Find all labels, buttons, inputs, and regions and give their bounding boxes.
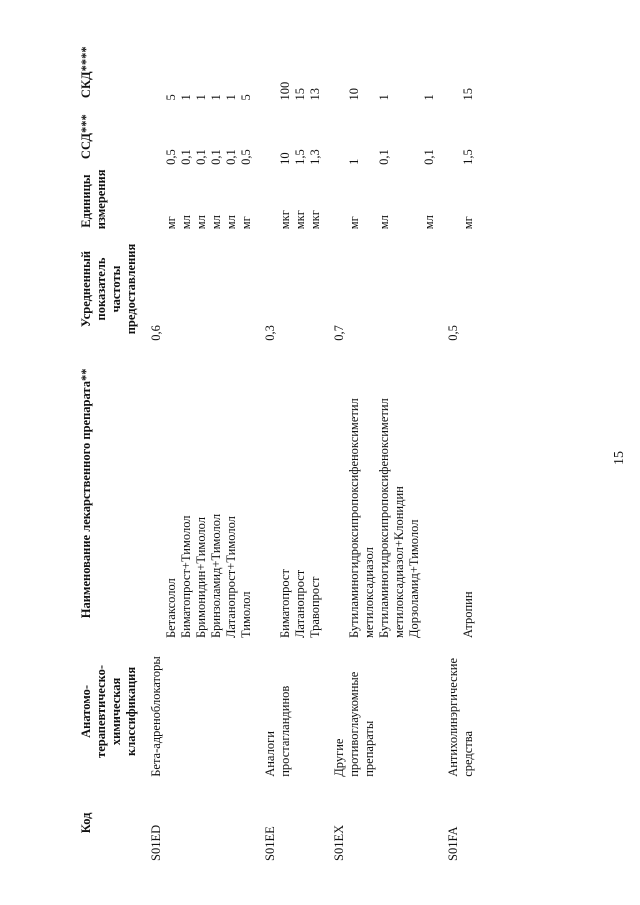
drug-ssd: 1,5 xyxy=(461,149,475,165)
drug-unit: мкг xyxy=(308,210,322,230)
drug-name: Бримонидин+Тимолол xyxy=(194,517,208,639)
drug-name: Бетаксолол xyxy=(164,578,178,639)
table-row xyxy=(324,40,438,865)
drug-skd: 15 xyxy=(293,87,307,101)
drug-table xyxy=(78,40,477,865)
drug-name: Бутиламиногидроксипропоксифеноксиметил метилоксадиазол+Клонидин xyxy=(377,398,406,639)
row-code: S01EE xyxy=(263,826,277,861)
drug-unit: мл xyxy=(179,215,193,230)
drug-ssd: 0,5 xyxy=(239,149,253,165)
drug-ssd: 1 xyxy=(347,158,361,165)
table-row xyxy=(438,40,477,865)
drug-unit: мг xyxy=(347,216,361,230)
header-skd: СКД**** xyxy=(79,46,93,99)
drug-unit: мл xyxy=(377,215,391,230)
drug-name: Дорзоламид+Тимолол xyxy=(407,519,421,639)
table-header-row xyxy=(78,40,141,865)
drug-unit: мл xyxy=(194,215,208,230)
table-row xyxy=(141,40,255,865)
drug-ssd: 0,1 xyxy=(377,149,391,165)
row-avg: 0,5 xyxy=(446,325,460,341)
drug-ssd: 0,1 xyxy=(194,149,208,165)
drug-name: Латанопрост+Тимолол xyxy=(224,516,238,639)
drug-name: Бринзоламид+Тимолол xyxy=(209,513,223,639)
drug-unit: мл xyxy=(209,215,223,230)
drug-skd: 1 xyxy=(422,94,436,101)
row-code: S01ED xyxy=(149,824,163,861)
page-number: 15 xyxy=(612,451,627,465)
drug-unit: мл xyxy=(224,215,238,230)
drug-unit: мл xyxy=(422,215,436,230)
drug-ssd: 0,1 xyxy=(209,149,223,165)
header-classification: Анатомо-терапевтическо-химическая классификация xyxy=(79,664,138,758)
drug-name: Атропин xyxy=(461,591,475,639)
drug-skd: 1 xyxy=(224,94,238,101)
drug-skd: 1 xyxy=(209,94,223,101)
drug-skd: 1 xyxy=(179,94,193,101)
row-classification: Аналоги простагландинов xyxy=(263,685,292,777)
row-avg: 0,3 xyxy=(263,325,277,341)
drug-unit: мг xyxy=(239,216,253,230)
drug-unit: мг xyxy=(164,216,178,230)
drug-ssd: 1,3 xyxy=(308,149,322,165)
drug-name: Бутиламиногидроксипропоксифеноксиметил метилоксадиазол xyxy=(347,398,376,639)
drug-ssd: 0,5 xyxy=(164,149,178,165)
drug-skd: 100 xyxy=(278,81,292,101)
drug-ssd: 0,1 xyxy=(422,149,436,165)
row-code: S01FA xyxy=(446,826,460,861)
drug-skd: 5 xyxy=(239,94,253,101)
drug-name: Биматопрост+Тимолол xyxy=(179,515,193,639)
row-code: S01EX xyxy=(332,824,346,861)
header-avg-indicator: Усредненный показатель частоты предоставления xyxy=(79,243,138,335)
drug-unit: мг xyxy=(461,216,475,230)
table-row xyxy=(255,40,324,865)
drug-skd: 15 xyxy=(461,87,475,101)
drug-skd: 10 xyxy=(347,87,361,101)
drug-unit: мкг xyxy=(278,210,292,230)
drug-name: Биматопрост xyxy=(278,569,292,639)
drug-name: Латанопрост xyxy=(293,569,307,639)
drug-unit: мкг xyxy=(293,210,307,230)
row-classification: Бета-адреноблокаторы xyxy=(149,656,163,777)
drug-skd: 13 xyxy=(308,87,322,101)
drug-ssd: 10 xyxy=(278,152,292,165)
header-ssd: ССД*** xyxy=(79,114,93,160)
drug-ssd: 1,5 xyxy=(293,149,307,165)
drug-name: Травопрост xyxy=(308,576,322,639)
drug-skd: 1 xyxy=(377,94,391,101)
header-code: Код xyxy=(79,812,93,834)
row-avg: 0,6 xyxy=(149,325,163,341)
row-classification: Другие противоглаукомные препараты xyxy=(332,671,376,777)
drug-skd: 1 xyxy=(194,94,208,101)
drug-skd: 5 xyxy=(164,94,178,101)
drug-name: Тимолол xyxy=(239,591,253,639)
header-unit: Единицы измерения xyxy=(79,169,108,230)
row-avg: 0,7 xyxy=(332,325,346,341)
row-classification: Антихолинэргические средства xyxy=(446,658,475,777)
header-drug-name: Наименование лекарственного препарата** xyxy=(79,368,93,619)
drug-ssd: 0,1 xyxy=(224,149,238,165)
drug-ssd: 0,1 xyxy=(179,149,193,165)
